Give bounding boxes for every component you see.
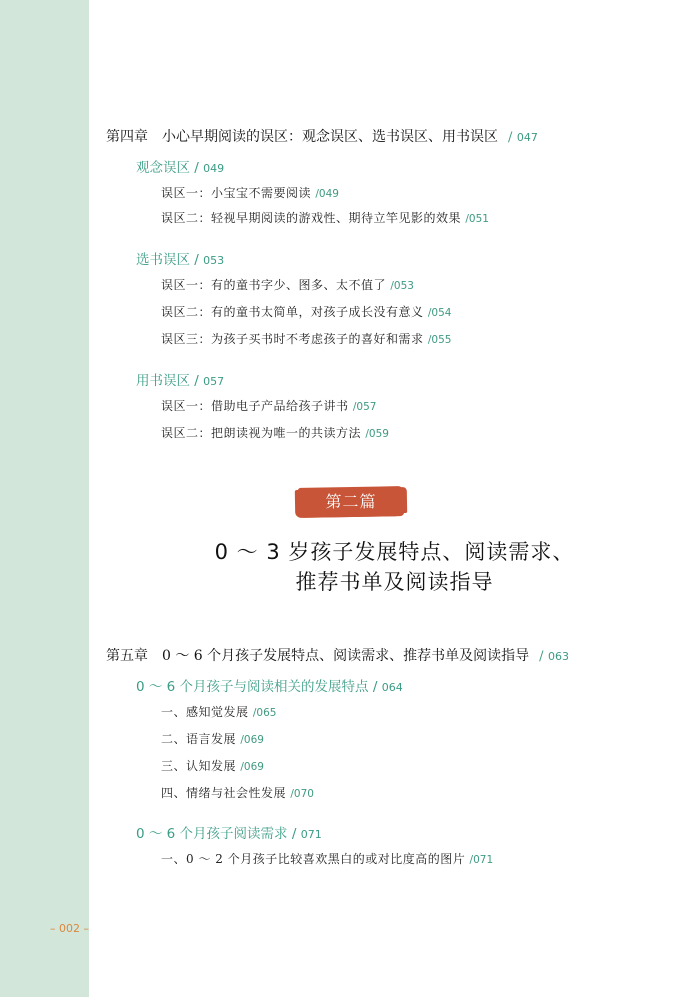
section-title: 用书误区 [136,373,190,389]
separator: / [291,826,297,842]
section-title: 选书误区 [136,252,190,268]
separator: / [390,280,394,292]
item-title: 一、0 ～ 2 个月孩子比较喜欢黑白的或对比度高的图片 [161,852,466,866]
separator: / [365,428,369,440]
separator: / [240,734,244,746]
section-title: 观念误区 [136,160,190,176]
separator: / [465,213,469,225]
separator: / [427,307,432,319]
page-ref: 053 [203,254,225,267]
toc-item[interactable] [161,330,451,347]
toc-section-select[interactable] [136,248,224,268]
part-title-line-2: 推荐书单及阅读指导 [295,570,494,594]
item-title: 一、感知觉发展 [161,705,249,719]
item-title: 误区三：为孩子买书时不考虑孩子的喜好和需求 [161,332,424,346]
page-number: – 002 – [50,922,89,935]
separator: / [240,761,244,773]
toc-item[interactable] [161,209,489,226]
separator: / [352,401,357,413]
page-ref: 057 [203,375,225,388]
separator: / [427,334,432,346]
page-ref: 049 [203,162,225,175]
page-ref: 071 [473,854,494,866]
toc-item[interactable] [161,424,389,441]
item-title: 误区一：借助电子产品给孩子讲书 [161,399,349,413]
page-ref: 070 [293,788,314,800]
item-title: 三、认知发展 [161,759,237,773]
toc-item[interactable] [161,184,339,201]
section-title: 0 ～ 6 个月孩子与阅读相关的发展特点 [136,679,369,695]
toc-item[interactable] [161,703,276,720]
item-title: 误区二：轻视早期阅读的游戏性、期待立竿见影的效果 [161,211,462,225]
page-ref: 057 [356,401,377,413]
separator: / [508,130,513,145]
page-ref: 049 [318,188,339,200]
part-title-line-1: 0 ～ 3 岁孩子发展特点、阅读需求、 [214,540,575,564]
separator: / [290,788,294,800]
chapter-title: 第四章 小心早期阅读的误区：观念误区、选书误区、用书误区 [106,129,498,145]
toc-section-development[interactable] [136,675,403,695]
part-badge [298,486,405,518]
page-ref: 051 [468,213,489,225]
section-title: 0 ～ 6 个月孩子阅读需求 [136,826,288,842]
separator: / [194,252,199,268]
page-ref: 054 [431,307,452,319]
chapter-title: 第五章 0 ～ 6 个月孩子发展特点、阅读需求、推荐书单及阅读指导 [106,648,530,664]
page-ref: 059 [368,428,389,440]
item-title: 四、情绪与社会性发展 [161,786,287,800]
toc-item[interactable] [161,757,264,774]
page-ref: 063 [548,650,570,663]
page-ref: 053 [393,280,414,292]
separator: / [315,188,319,200]
separator: / [469,854,474,866]
toc-item[interactable] [161,276,414,293]
toc-item[interactable] [161,303,451,320]
toc-item[interactable] [161,730,264,747]
toc-item[interactable] [161,850,493,867]
separator: / [194,160,199,176]
toc-section-concept[interactable] [136,156,224,176]
item-title: 误区二：有的童书太简单，对孩子成长没有意义 [161,305,424,319]
page-ref: 055 [431,334,452,346]
item-title: 误区一：小宝宝不需要阅读 [161,186,312,200]
toc-section-use[interactable] [136,369,224,389]
page-ref: 047 [516,131,538,144]
page-ref: 071 [300,828,322,841]
left-margin-band [0,0,89,997]
toc-chapter-4[interactable] [106,126,538,146]
separator: / [194,373,199,389]
page-ref: 065 [256,707,277,719]
item-title: 二、语言发展 [161,732,237,746]
part-badge-label: 第二篇 [325,492,377,511]
page-ref: 069 [243,734,264,746]
item-title: 误区二：把朗读视为唯一的共读方法 [161,426,362,440]
page-ref: 069 [243,761,264,773]
toc-item[interactable] [161,784,314,801]
separator: / [252,707,257,719]
page-ref: 064 [381,681,403,694]
toc-section-needs[interactable] [136,822,322,842]
separator: / [539,649,544,664]
toc-item[interactable] [161,397,376,414]
toc-chapter-5[interactable] [106,645,569,665]
item-title: 误区一：有的童书字少、图多、太不值了 [161,278,387,292]
separator: / [372,679,378,695]
